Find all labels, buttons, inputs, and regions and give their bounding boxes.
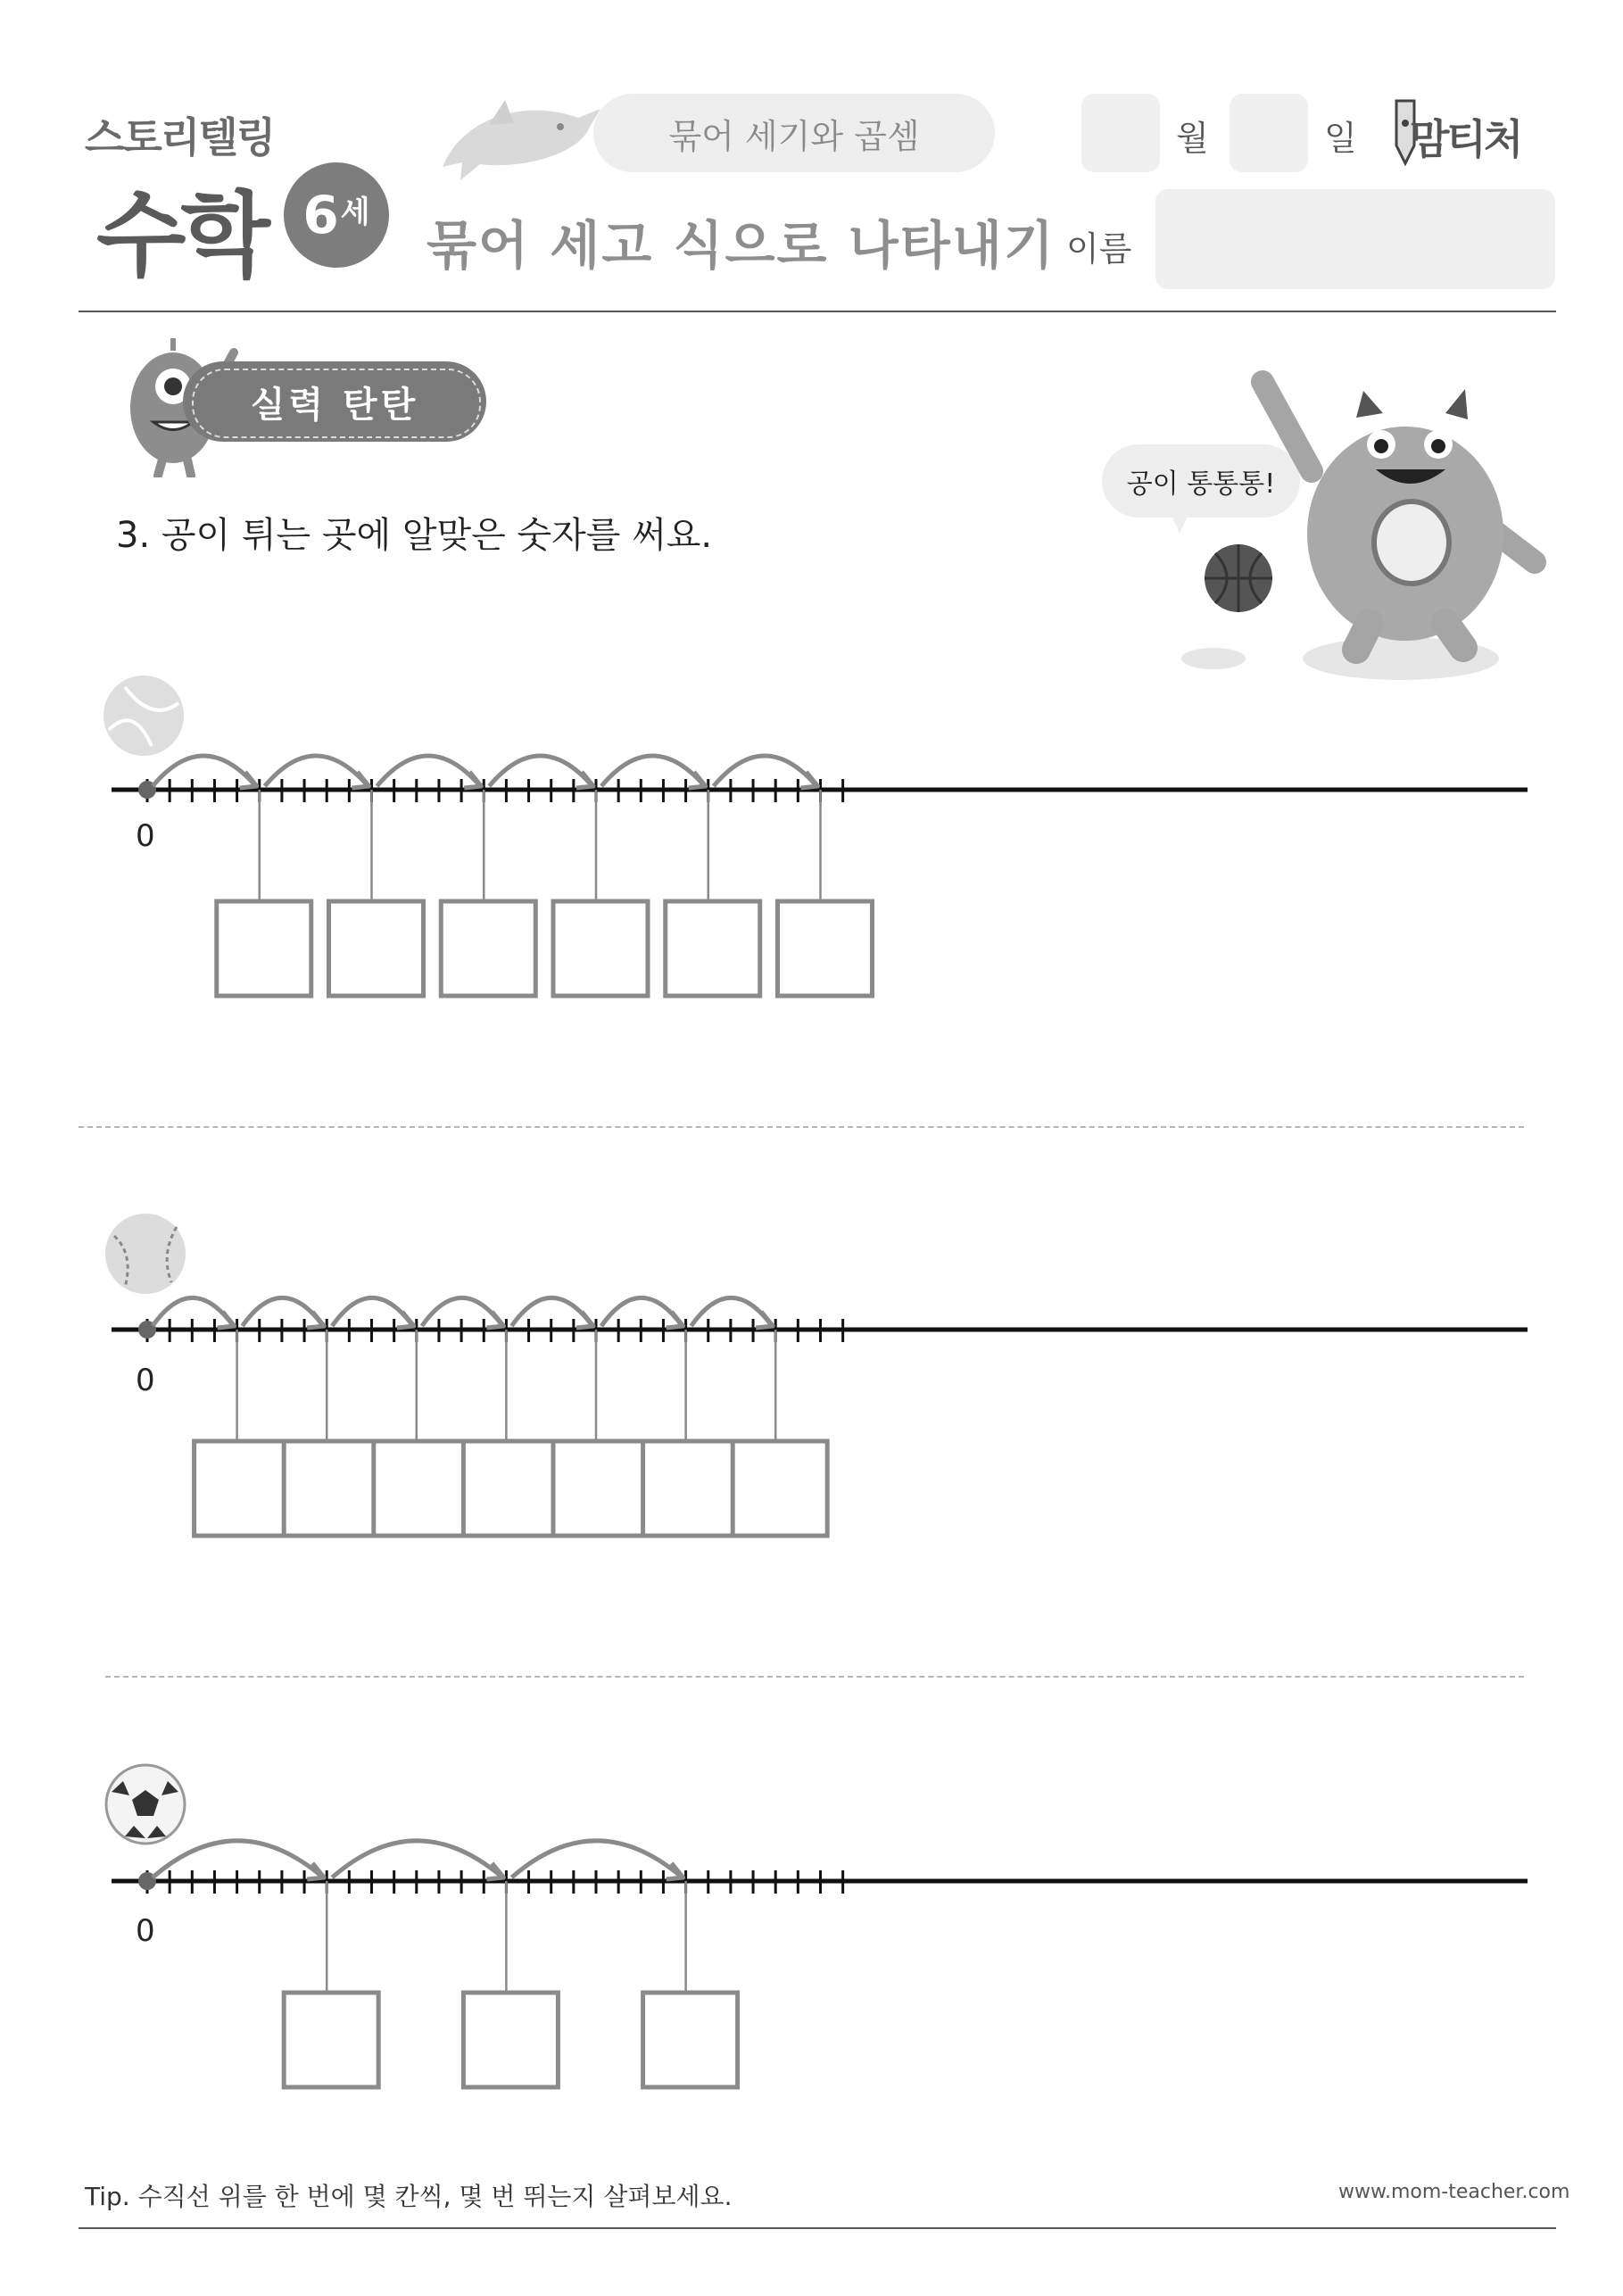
age-number: 6 (302, 185, 339, 245)
number-line-3 (0, 1749, 1623, 2106)
answer-box[interactable] (553, 1441, 648, 1536)
speech-bubble: 공이 통통통! (1102, 444, 1300, 518)
answer-box[interactable] (643, 1441, 738, 1536)
topic-pill: 묶어 세기와 곱셈 (593, 94, 995, 172)
zero-label: 0 (136, 1913, 155, 1949)
header-divider (79, 311, 1556, 312)
tennis-ball-icon (104, 676, 184, 756)
soccer-ball-icon (106, 1765, 185, 1844)
answer-box[interactable] (733, 1441, 827, 1536)
answer-box[interactable] (441, 901, 535, 996)
lesson-title: 묶어 세고 식으로 나타내기 (426, 215, 1056, 276)
section-divider-1 (79, 1126, 1524, 1128)
answer-box[interactable] (374, 1441, 468, 1536)
answer-box[interactable] (553, 901, 648, 996)
section-badge-dashed-border (192, 369, 481, 438)
section-badge: 실력 탄탄 (183, 361, 486, 442)
answer-box[interactable] (217, 901, 311, 996)
logo-story-telling: 스토리텔링 (85, 113, 275, 162)
answer-box[interactable] (284, 1441, 378, 1536)
jump-arc (377, 756, 481, 786)
jump-arc (714, 756, 817, 786)
section-divider-2 (105, 1676, 1524, 1678)
answer-box[interactable] (463, 1993, 558, 2087)
baseball-icon (105, 1214, 186, 1294)
jump-arc (601, 756, 705, 786)
jump-arc (153, 756, 256, 786)
dolphin-illustration (426, 82, 605, 189)
logo-math: 수학 (96, 181, 265, 290)
jump-arc (489, 756, 592, 786)
answer-box[interactable] (329, 901, 424, 996)
month-input[interactable] (1081, 94, 1160, 172)
jump-arc (265, 756, 368, 786)
answer-box[interactable] (778, 901, 873, 996)
answer-box[interactable] (195, 1441, 289, 1536)
tip-text: Tip. 수직선 위를 한 번에 몇 칸씩, 몇 번 뛰는지 살펴보세요. (85, 2182, 733, 2211)
number-line-1 (0, 660, 1623, 1017)
zero-label: 0 (136, 818, 155, 854)
answer-box[interactable] (643, 1993, 738, 2087)
number-line-2 (0, 1200, 1623, 1557)
answer-box[interactable] (463, 1441, 558, 1536)
monster-mascot-large (1178, 364, 1553, 696)
name-input[interactable] (1155, 189, 1555, 289)
day-label: 일 (1324, 119, 1357, 158)
name-label: 이름 (1066, 229, 1132, 269)
site-url: www.mom-teacher.com (1338, 2181, 1570, 2203)
brand-logo: 맘티처 (1410, 115, 1521, 163)
month-label: 월 (1176, 119, 1209, 158)
zero-label: 0 (136, 1363, 155, 1398)
age-badge (284, 162, 389, 268)
age-unit: 세 (340, 194, 370, 230)
answer-box[interactable] (284, 1993, 378, 2087)
day-input[interactable] (1230, 94, 1308, 172)
question-text: 3. 공이 튀는 곳에 알맞은 숫자를 써요. (116, 515, 713, 556)
answer-box[interactable] (666, 901, 760, 996)
footer-divider (79, 2227, 1556, 2229)
